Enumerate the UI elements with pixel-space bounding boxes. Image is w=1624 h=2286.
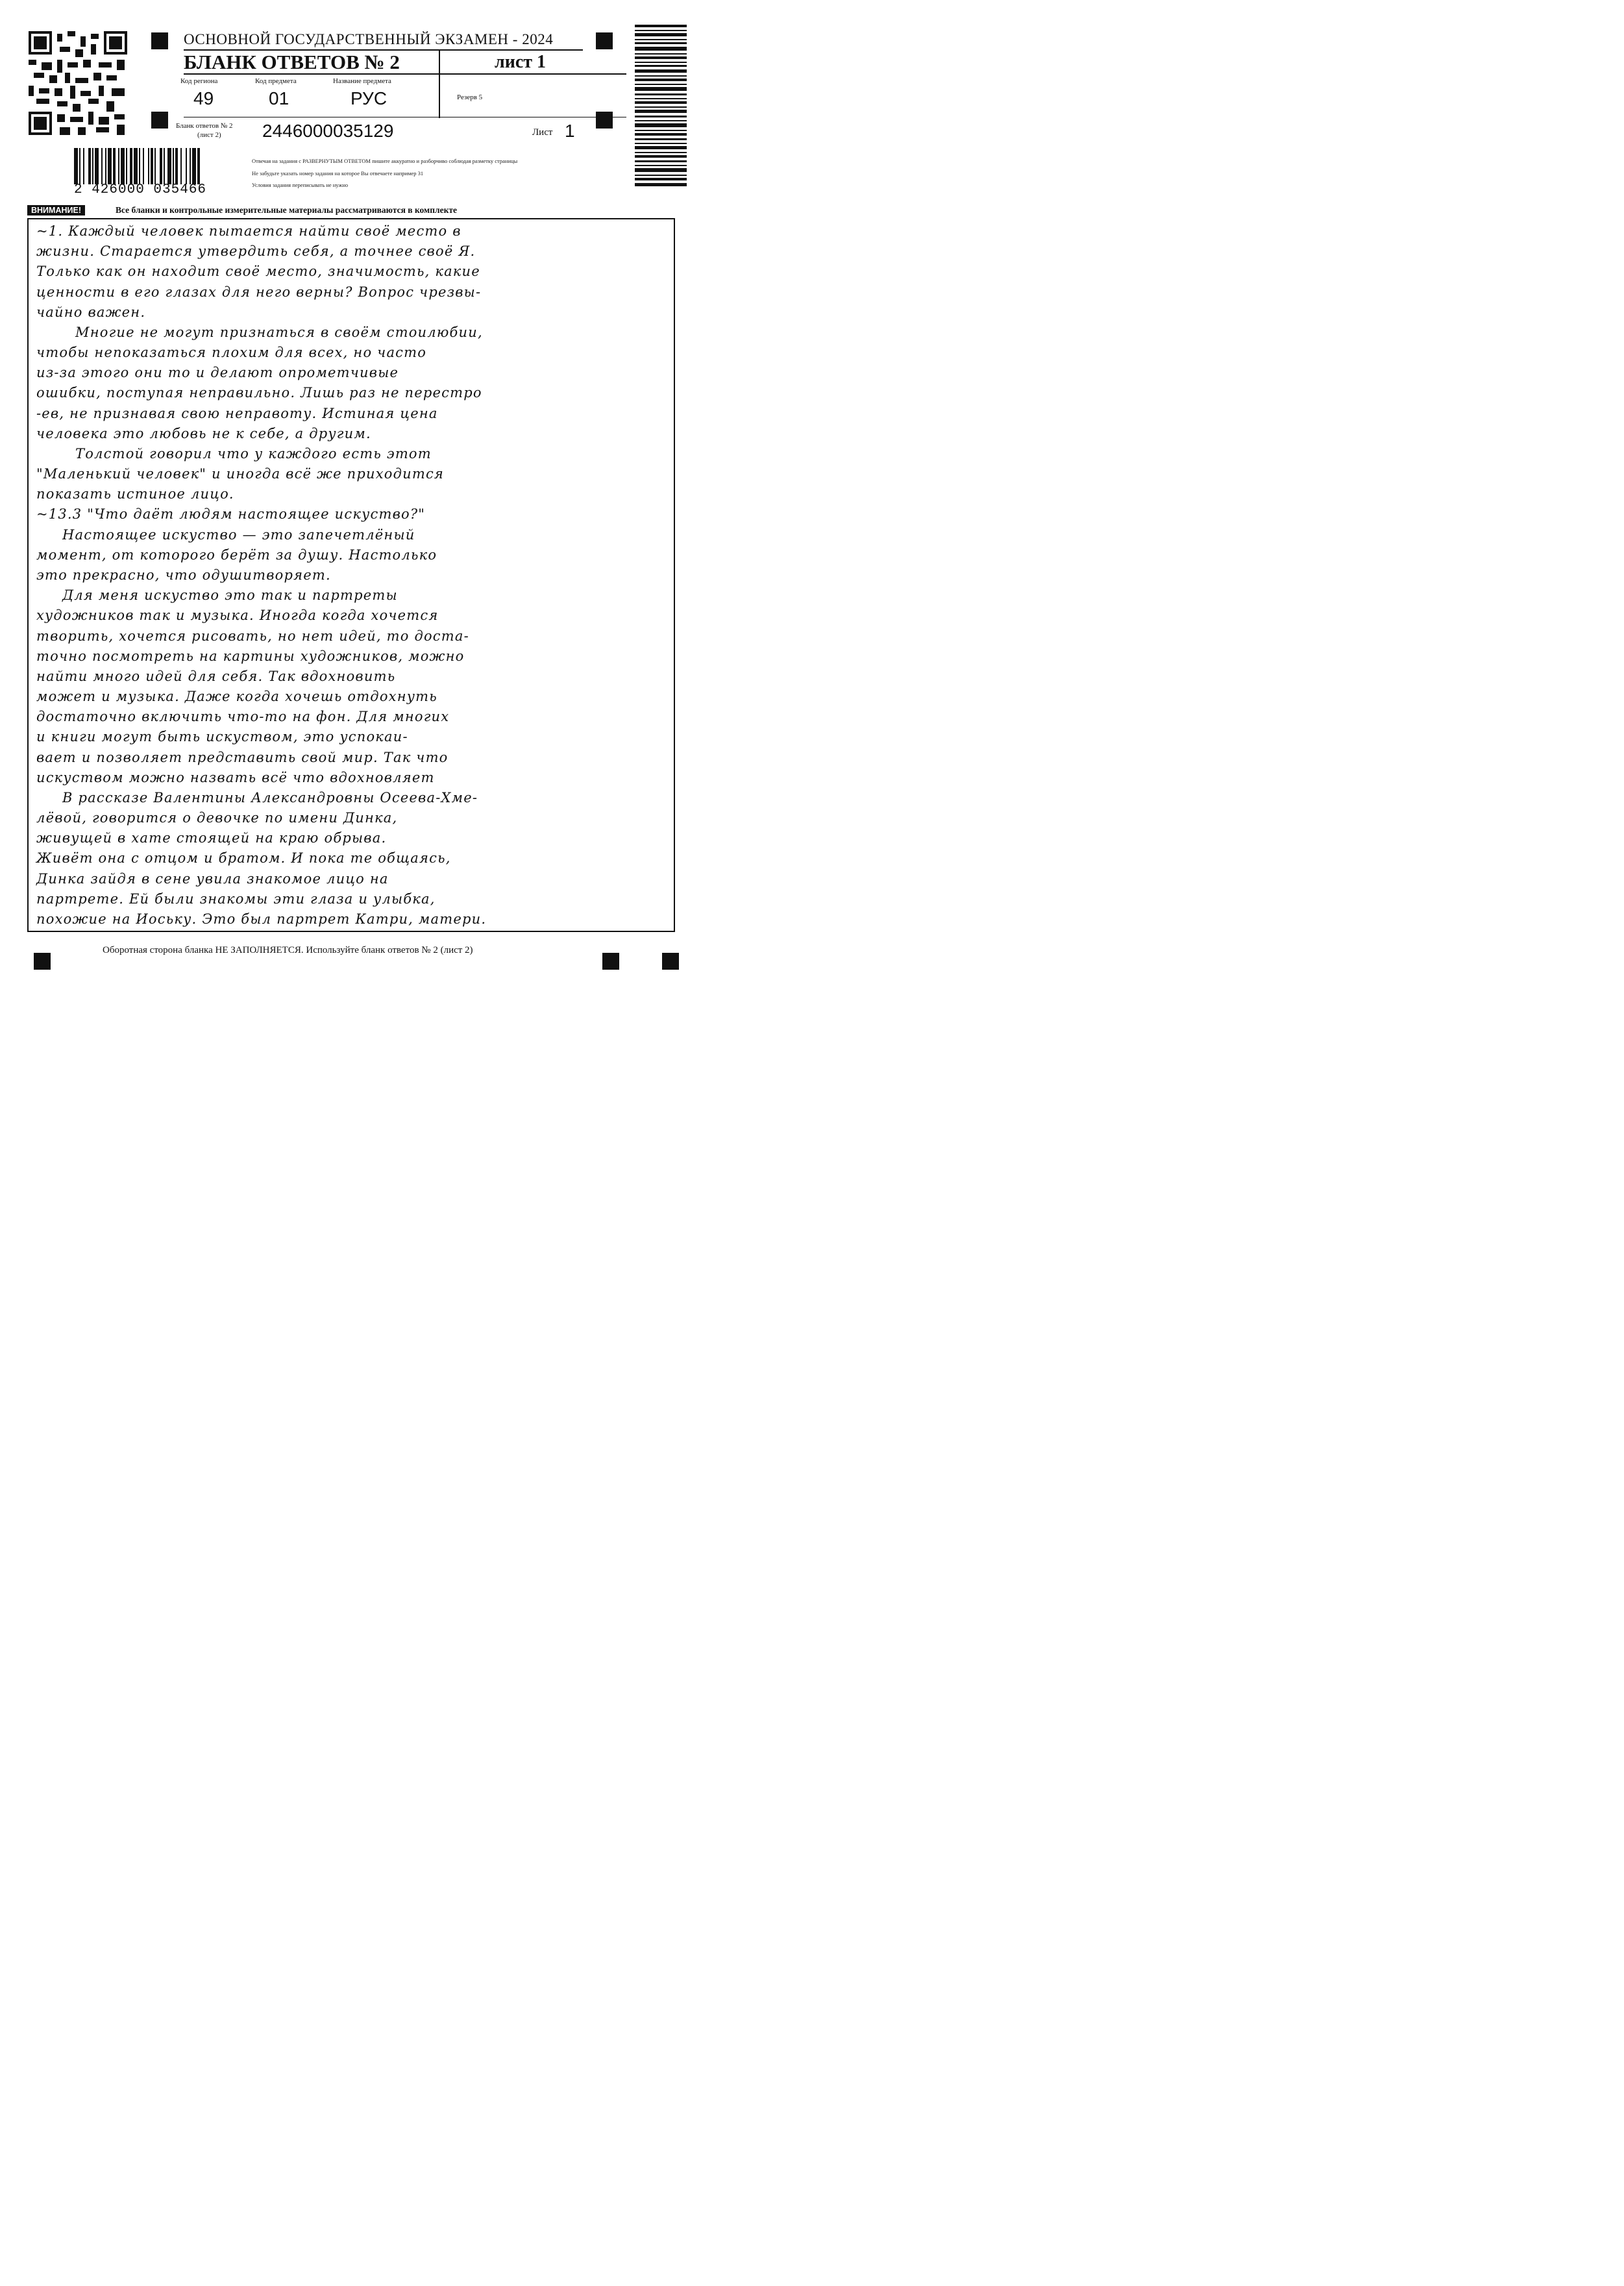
handwritten-line: -ев, не признавая свою неправоту. Истиная цена xyxy=(36,406,438,421)
handwritten-line: Динка зайдя в сене увила знакомое лицо на xyxy=(36,871,389,887)
handwritten-line: и книги могут быть искуством, это успокаи- xyxy=(36,729,408,744)
handwritten-line: ~13.3 "Что даёт людям настоящее искуство?" xyxy=(36,506,426,522)
barcode-bar xyxy=(151,148,153,184)
barcode-bar xyxy=(83,148,84,184)
handwritten-line: из-за этого они то и делают опрометчивые xyxy=(36,365,399,380)
attention-text: Все бланки и контрольные измерительные материалы рассматриваются в комплекте xyxy=(116,205,457,215)
sheet-number-label: Лист xyxy=(532,127,553,138)
registration-marker xyxy=(34,953,51,970)
handwritten-line: творить, хочется рисовать, но нет идей, то доста- xyxy=(36,628,469,644)
handwritten-line: Живёт она с отцом и братом. И пока те общаясь, xyxy=(36,850,451,866)
barcode-bar xyxy=(190,148,191,184)
barcode-bar xyxy=(118,148,119,184)
barcode-bar xyxy=(74,148,78,184)
barcode-bar xyxy=(88,148,91,184)
barcode-vertical xyxy=(635,25,687,187)
handwritten-line: точно посмотреть на картины художников, можно xyxy=(36,648,465,664)
barcode-bar xyxy=(192,148,196,184)
form-ref-sublabel: (лист 2) xyxy=(197,131,221,139)
barcode-bar xyxy=(175,148,178,184)
registration-marker xyxy=(596,32,613,49)
attention-badge: ВНИМАНИЕ! xyxy=(27,205,85,215)
handwritten-line: искуством можно назвать всё что вдохновляет xyxy=(36,770,435,785)
barcode-bar xyxy=(105,148,106,184)
handwritten-line: ценности в его глазах для него верны? Вопрос чрезвы- xyxy=(36,284,482,300)
form-ref-label: Бланк ответов № 2 xyxy=(176,122,233,130)
barcode-bar xyxy=(92,148,93,184)
handwritten-line: может и музыка. Даже когда хочешь отдохнуть xyxy=(36,689,437,704)
registration-marker xyxy=(151,32,168,49)
qr-code xyxy=(29,31,127,135)
handwritten-line: ошибки, поступая неправильно. Лишь раз не перестро xyxy=(36,385,482,400)
barcode-bar xyxy=(130,148,132,184)
barcode-horizontal xyxy=(74,148,230,184)
region-code-value: 49 xyxy=(193,88,214,108)
barcode-bar xyxy=(126,148,127,184)
handwritten-line: Настоящее искуство — это запечетлёный xyxy=(62,527,415,543)
form-title: БЛАНК ОТВЕТОВ № 2 xyxy=(184,51,400,73)
exam-title: ОСНОВНОЙ ГОСУДАРСТВЕННЫЙ ЭКЗАМЕН - 2024 xyxy=(184,31,583,51)
barcode-bar xyxy=(180,148,182,184)
handwritten-line: чтобы непоказаться плохим для всех, но часто xyxy=(36,345,427,360)
registration-marker xyxy=(596,112,613,129)
region-code-label: Код региона xyxy=(180,77,218,85)
instruction-line: Не забудьте указать номер задания на которое Вы отвечаете например 31 xyxy=(252,170,424,177)
registration-marker xyxy=(662,953,679,970)
subject-name-value: РУС xyxy=(351,88,388,108)
barcode-bar xyxy=(143,148,144,184)
handwritten-line: вает и позволяет представить свой мир. Так что xyxy=(36,750,449,765)
handwritten-line: похожие на Иоську. Это был партрет Катри, матери. xyxy=(36,911,487,927)
barcode-bar xyxy=(164,148,165,184)
barcode-bar xyxy=(160,148,162,184)
form-number: 2446000035129 xyxy=(262,121,394,141)
barcode-bar xyxy=(95,148,99,184)
header-divider xyxy=(439,51,440,118)
handwritten-line: достаточно включить что-то на фон. Для многих xyxy=(36,709,450,724)
handwritten-line: чайно важен. xyxy=(36,304,146,320)
handwritten-line: Только как он находит своё место, значимость, какие xyxy=(36,264,480,279)
barcode-number: 2 426000 035466 xyxy=(74,182,207,197)
registration-marker xyxy=(602,953,619,970)
handwritten-line: партрете. Ей были знакомы эти глаза и улыбка, xyxy=(36,891,436,907)
handwritten-line: жизни. Старается утвердить себя, а точнее своё Я. xyxy=(36,243,476,259)
subject-name-label: Название предмета xyxy=(333,77,391,85)
barcode-bar xyxy=(113,148,116,184)
handwritten-line: показать истиное лицо. xyxy=(36,486,234,502)
handwritten-line: "Маленький человек" и иногда всё же приходится xyxy=(36,466,445,482)
barcode-bar xyxy=(154,148,156,184)
handwritten-line: Для меня искуство это так и партреты xyxy=(62,587,398,603)
barcode-bar xyxy=(139,148,140,184)
handwritten-line: Многие не могут признаться в своём стоилюбии, xyxy=(75,325,483,340)
barcode-bar xyxy=(108,148,112,184)
handwritten-line: лёвой, говорится о девочке по имени Динка, xyxy=(36,810,398,826)
handwritten-line: момент, от которого берёт за душу. Настолько xyxy=(36,547,437,563)
subject-code-value: 01 xyxy=(269,88,289,108)
subject-code-label: Код предмета xyxy=(255,77,297,85)
handwritten-line: человека это любовь не к себе, а другим. xyxy=(36,426,371,441)
handwritten-line: ~1. Каждый человек пытается найти своё место в xyxy=(36,223,461,239)
barcode-bar xyxy=(101,148,103,184)
handwritten-line: Толстой говорил что у каждого есть этот xyxy=(75,446,432,461)
barcode-bar xyxy=(134,148,138,184)
header-divider xyxy=(184,73,626,75)
barcode-bar xyxy=(167,148,171,184)
handwritten-line: художников так и музыка. Иногда когда хочется xyxy=(36,608,439,623)
handwritten-line: В рассказе Валентины Александровны Осеева-Хмe- xyxy=(62,790,478,805)
reserve-label: Резерв 5 xyxy=(457,93,483,101)
barcode-bar xyxy=(173,148,174,184)
sheet-label: лист 1 xyxy=(495,52,547,72)
instruction-line: Условия задания переписывать не нужно xyxy=(252,182,349,188)
sheet-number: 1 xyxy=(565,121,575,141)
handwritten-line: живущей в хате стоящей на краю обрыва. xyxy=(36,830,387,846)
barcode-bar xyxy=(197,148,200,184)
instruction-line: Отвечая на задания с РАЗВЕРНУТЫМ ОТВЕТОМ пишите аккуратно и разборчиво соблюдая разметку страницы xyxy=(252,158,518,164)
barcode-bar xyxy=(121,148,125,184)
registration-marker xyxy=(151,112,168,129)
barcode-bar xyxy=(186,148,187,184)
barcode-bar xyxy=(79,148,80,184)
attention-notice xyxy=(27,205,676,217)
handwritten-line: это прекрасно, что одушитворяет. xyxy=(36,567,331,583)
barcode-bar xyxy=(148,148,149,184)
footer-note: Оборотная сторона бланка НЕ ЗАПОЛНЯЕТСЯ. Используйте бланк ответов № 2 (лист 2) xyxy=(103,945,473,955)
handwritten-line: найти много идей для себя. Так вдохновить xyxy=(36,669,396,684)
